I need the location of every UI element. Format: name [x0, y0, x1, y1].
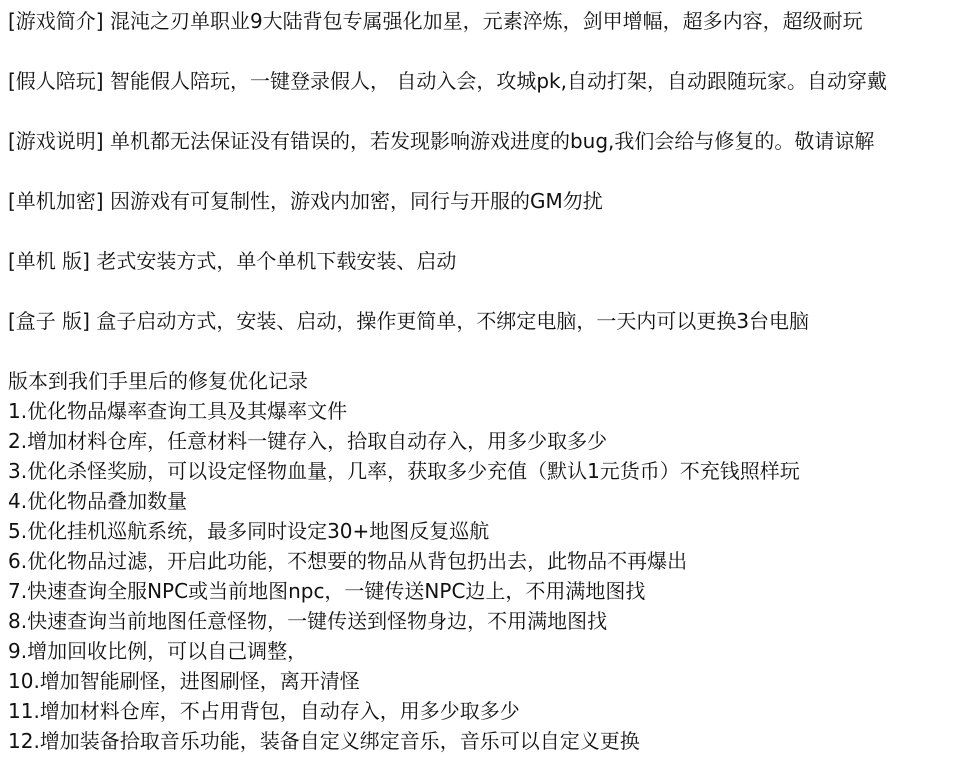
changelog-heading: 版本到我们手里后的修复优化记录: [8, 369, 308, 393]
spacer: [8, 156, 976, 186]
intro-encryption: [单机加密] 因游戏有可复制性，游戏内加密，同行与开服的GM勿扰: [8, 189, 603, 213]
intro-game-summary: [游戏简介] 混沌之刃单职业9大陆背包专属强化加星，元素淬炼，剑甲增幅，超多内容，超级耐玩: [8, 9, 863, 33]
changelog-list: [8, 396, 976, 756]
intro-game-notes: [游戏说明] 单机都无法保证没有错误的，若发现影响游戏进度的bug,我们会给与修复的。敬请谅解: [8, 129, 875, 153]
intro-bot-companions: [假人陪玩] 智能假人陪玩，一键登录假人， 自动入会，攻城pk,自动打架，自动跟随玩家。自动穿戴: [8, 69, 887, 93]
changelog-item: 7.快速查询全服NPC或当前地图npc，一键传送NPC边上，不用满地图找: [8, 579, 646, 603]
changelog-item: 5.优化挂机巡航系统，最多同时设定30+地图反复巡航: [8, 519, 490, 543]
changelog-item: 10.增加智能刷怪，进图刷怪，离开清怪: [8, 669, 360, 693]
spacer: [8, 96, 976, 126]
spacer: [8, 336, 976, 366]
changelog-item: 4.优化物品叠加数量: [8, 489, 188, 513]
intro-launcher-version: [盒子 版] 盒子启动方式，安装、启动，操作更简单，不绑定电脑，一天内可以更换3台电脑: [8, 309, 810, 333]
changelog-item: 2.增加材料仓库，任意材料一键存入，拾取自动存入，用多少取多少: [8, 429, 608, 453]
changelog-item: 1.优化物品爆率查询工具及其爆率文件: [8, 399, 348, 423]
changelog-item: 12.增加装备拾取音乐功能，装备自定义绑定音乐，音乐可以自定义更换: [8, 729, 640, 753]
spacer: [8, 36, 976, 66]
changelog-item: 6.优化物品过滤，开启此功能，不想要的物品从背包扔出去，此物品不再爆出: [8, 549, 688, 573]
changelog-item: 8.快速查询当前地图任意怪物，一键传送到怪物身边，不用满地图找: [8, 609, 608, 633]
intro-standalone-version: [单机 版] 老式安装方式，单个单机下载安装、启动: [8, 249, 457, 273]
changelog-item: 11.增加材料仓库，不占用背包，自动存入，用多少取多少: [8, 699, 520, 723]
spacer: [8, 276, 976, 306]
changelog-item: 3.优化杀怪奖励，可以设定怪物血量，几率，获取多少充值（默认1元货币）不充钱照样玩: [8, 459, 800, 483]
spacer: [8, 216, 976, 246]
changelog-item: 9.增加回收比例，可以自己调整，: [8, 639, 308, 663]
